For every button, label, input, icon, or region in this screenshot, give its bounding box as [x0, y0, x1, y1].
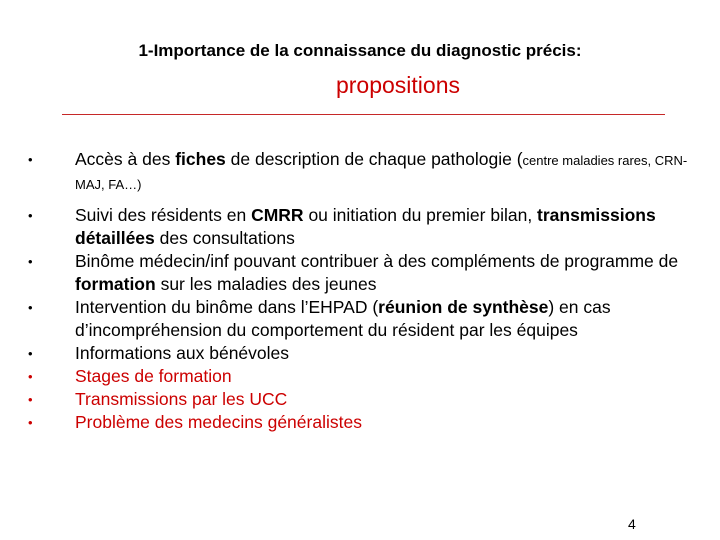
bold-run: CMRR [251, 205, 304, 225]
bullet-dot: • [28, 392, 33, 407]
spacer [28, 196, 698, 204]
bullet-dot: • [28, 300, 33, 315]
bold-run: transmissions détaillées [75, 205, 656, 248]
bullet-item [28, 365, 698, 388]
bullet-dot: • [28, 208, 33, 223]
text-run: Suivi des résidents en [75, 205, 252, 225]
bullet-text [75, 250, 698, 296]
bullet-dot: • [28, 415, 33, 430]
bullet-item [28, 296, 698, 342]
bullet-text: Transmissions par les UCC [75, 389, 288, 409]
bullet-item [28, 148, 698, 196]
bullet-item [28, 250, 698, 296]
slide-subtitle: propositions [335, 72, 461, 98]
slide-title: 1-Importance de la connaissance du diagnostic précis: [138, 41, 582, 60]
text-run: Intervention du binôme dans l’EHPAD ( [75, 297, 379, 317]
bold-run: formation [75, 274, 156, 294]
bullet-item [28, 342, 698, 365]
bullet-text [75, 204, 698, 250]
text-run: ) en cas d’incompréhension du comportement du résident par les équipes [75, 297, 611, 340]
bullet-text: Informations aux bénévoles [75, 343, 290, 363]
text-run: ou initiation du premier bilan, [303, 205, 538, 225]
bold-run: réunion de synthèse [378, 297, 549, 317]
bullet-item [28, 204, 698, 250]
text-run: de description de chaque pathologie ( [225, 149, 523, 169]
bullet-dot: • [28, 369, 33, 384]
bullet-text: Stages de formation [75, 366, 232, 386]
bold-run: fiches [175, 149, 226, 169]
text-run: Accès à des [75, 149, 176, 169]
bullet-dot: • [28, 152, 33, 167]
bullet-text [75, 148, 698, 196]
title-divider [62, 114, 665, 115]
bullet-item [28, 411, 698, 434]
bullet-dot: • [28, 346, 33, 361]
bullet-dot: • [28, 254, 33, 269]
small-text-run: centre maladies rares, CRN-MAJ, FA…) [75, 153, 688, 192]
bullet-text [75, 296, 698, 342]
text-run: des consultations [154, 228, 295, 248]
text-run: Binôme médecin/inf pouvant contribuer à des compléments de programme de [75, 251, 679, 271]
text-run: sur les maladies des jeunes [155, 274, 377, 294]
page-number: 4 [628, 516, 636, 532]
bullet-item [28, 388, 698, 411]
bullet-text: Problème des medecins généralistes [75, 412, 362, 432]
bullet-list [28, 148, 698, 434]
